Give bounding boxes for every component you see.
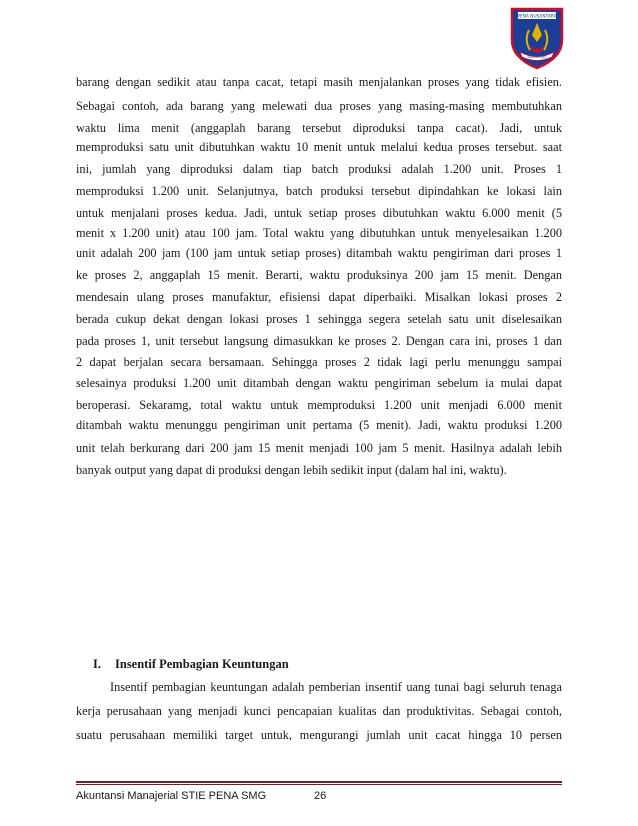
text-line: waktu lima menit (anggaplah barang tersebut diproduksi tanpa cacat). Jadi, untuk [76,121,562,135]
logo-banner-text: PENA NUSANTARA [517,14,557,20]
text-line: banyak output yang dapat di produksi dengan lebih sedikit input (dalam hal ini, waktu). [76,463,507,477]
text-line: 2 dapat berjalan secara bersamaan. Sehingga proses 2 tidak lagi perlu menunggu sampai [76,355,562,369]
text-line: menit x 1.200 unit) atau 100 jam. Total waktu yang dibutuhkan untuk menyelesaikan 1.200 [76,226,562,240]
text-line: ke proses 2, anggaplah 15 menit. Berarti, waktu produksinya 200 jam 15 menit. Dengan [76,268,562,282]
text-line: selesainya produksi 1.200 unit ditambah dengan waktu pengiriman sebelum ia mulai dapat [76,376,562,390]
text-line: ditambah waktu menunggu pengiriman unit pertama (5 menit). Jadi, waktu produksi 1.200 [76,418,562,432]
footer-title: Akuntansi Manajerial STIE PENA SMG [76,790,267,802]
section-number: I. [93,657,101,671]
text-line: kerja perusahaan yang menjadi kunci pencapaian kualitas dan produktivitas. Sebagai contoh, [76,704,562,718]
text-line: unit adalah 200 jam (100 jam untuk setiap proses) ditambah waktu pengiriman dari proses 1 [76,246,562,260]
text-line: Insentif pembagian keuntungan adalah pemberian insentif uang tunai bagi seluruh tenaga [110,680,562,694]
text-line: Sebagai contoh, ada barang yang melewati dua proses yang masing-masing membutuhkan [76,99,562,113]
text-line: unit telah berkurang dari 200 jam 15 menit menjadi 100 jam 5 menit. Hasilnya adalah lebih [76,441,562,455]
text-line: beroperasi. Sekaramg, total waktu untuk memproduksi 1.200 unit menjadi 6.000 menit [76,398,562,412]
footer-divider [76,781,562,783]
text-line: suatu perusahaan memiliki target untuk, mengurangi jumlah unit cacat hingga 10 persen [76,728,562,742]
section-heading [93,657,289,672]
logo-ribbon-text: SEMARANG [527,55,547,59]
page-number: 26 [314,790,327,802]
institution-logo [508,6,566,70]
text-line: ini, jumlah yang diproduksi dalam tiap batch produksi adalah 1.200 unit. Proses 1 [76,162,562,176]
text-line: pada proses 1, unit tersebut langsung dimasukkan ke proses 2. Dengan cara ini, proses 1 dan [76,334,562,348]
footer-divider-thin [76,784,562,785]
text-line: barang dengan sedikit atau tanpa cacat, tetapi masih menjalankan proses yang tidak efisien. [76,75,562,89]
text-line: mendesain ulang proses manufaktur, efisiensi dapat diperbaiki. Misalkan lokasi proses 2 [76,290,562,304]
text-line: memproduksi satu unit dibutuhkan waktu 10 menit untuk melalui kedua proses tersebut. saat [76,140,562,154]
text-line: memproduksi 1.200 unit. Selanjutnya, batch produksi tersebut dipindahkan ke lokasi lain [76,184,562,198]
text-line: untuk menjalani proses kedua. Jadi, untuk setiap proses dibutuhkan waktu 6.000 menit (5 [76,206,562,220]
section-title: Insentif Pembagian Keuntungan [115,657,289,671]
text-line: berada cukup dekat dengan lokasi proses 1 sehingga segera setelah satu unit diselesaikan [76,312,562,326]
